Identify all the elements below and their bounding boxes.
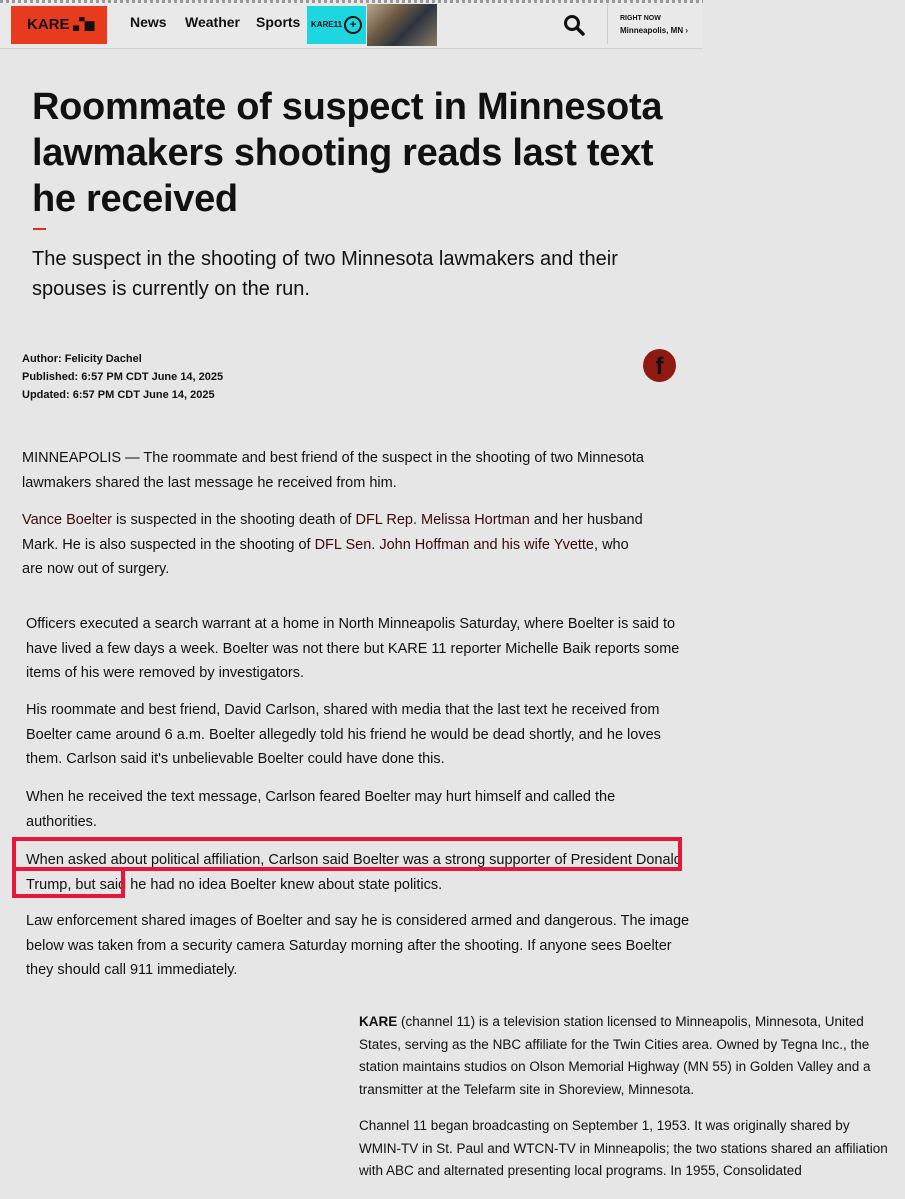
link-melissa-hortman[interactable]: DFL Rep. Melissa Hortman (355, 512, 530, 528)
kare-logo[interactable] (11, 6, 107, 44)
nav-sports[interactable]: Sports (256, 14, 301, 30)
top-nav (0, 0, 703, 49)
plus-icon: + (344, 16, 362, 34)
paragraph-2-text-3: , who are now out of surgery. (22, 536, 629, 577)
published-label: Published: (22, 371, 79, 383)
paragraph-3: Officers executed a search warrant at a home in North Minneapolis Saturday, where Boelter is said to have lived a few days a week. Boelter was not there but KARE 11 reporter Michelle Baik reports some items of his were removed by investigators. (26, 616, 680, 681)
nav-news[interactable]: News (130, 14, 167, 30)
updated-line (22, 386, 223, 404)
author-name: Felicity Dachel (64, 353, 142, 365)
facebook-share-icon[interactable]: f (643, 349, 676, 382)
article-meta (22, 350, 223, 404)
nav-weather[interactable]: Weather (185, 14, 240, 30)
author-line (22, 350, 223, 368)
published-line (22, 368, 223, 386)
headline: Roommate of suspect in Minnesota lawmakers shooting reads last text he received (32, 86, 663, 220)
accent-bar (33, 228, 46, 230)
wiki-kare-bold: KARE (359, 1014, 398, 1029)
wiki-paragraph-2: Channel 11 began broadcasting on September 1, 1953. It was originally shared by WMIN-TV in St. Paul and WTCN-TV in Minneapolis; the two stations shared an affiliation with ABC and alternated presenting local programs. In 1955, Consolidated (359, 1118, 888, 1178)
search-icon[interactable] (563, 14, 585, 36)
updated-label: Updated: (22, 389, 70, 401)
updated-date: 6:57 PM CDT June 14, 2025 (72, 389, 215, 401)
logo-text: KARE (27, 16, 70, 33)
promo-thumbnail[interactable] (367, 4, 437, 46)
paragraph-1: MINNEAPOLIS — The roommate and best friend of the suspect in the shooting of two Minnesota lawmakers shared the last message he received from him. (22, 450, 644, 491)
logo-mark-icon (73, 17, 95, 31)
paragraph-2-text-2: and her husband Mark. He is also suspected in the shooting of (22, 512, 643, 553)
subtitle: The suspect in the shooting of two Minnesota lawmakers and their spouses is currently on the run. (32, 248, 618, 300)
wiki-paragraph-1 (359, 1011, 895, 1101)
right-now-location: Minneapolis, MN › (620, 26, 688, 35)
right-now-weather[interactable] (620, 13, 688, 37)
paragraph-2 (22, 508, 652, 582)
published-date: 6:57 PM CDT June 14, 2025 (81, 371, 224, 383)
nav-divider (607, 4, 608, 44)
paragraph-2-text-1: is suspected in the shooting death of (112, 512, 356, 528)
author-label: Author: (22, 353, 62, 365)
paragraph-6: When asked about political affiliation, Carlson said Boelter was a strong supporter of President Donald Trump, but said he had no idea Boelter knew about state politics. (26, 852, 682, 893)
paragraph-5: When he received the text message, Carlson feared Boelter may hurt himself and called the authorities. (26, 789, 616, 830)
paragraph-7: Law enforcement shared images of Boelter and say he is considered armed and dangerous. The image below was taken from a security camera Saturday morning after the shooting. If anyone sees Boelter they should call 911 immediately. (26, 913, 690, 978)
plus-label: KARE11 (310, 20, 343, 29)
nav-dotted-border (0, 0, 703, 3)
paragraph-4: His roommate and best friend, David Carlson, shared with media that the last text he received from Boelter came around 6 a.m. Boelter allegedly told his friend he would be dead shortly, and he loves them. Carlson said it's unbelievable Boelter could have done this. (26, 702, 661, 767)
link-vance-boelter[interactable]: Vance Boelter (22, 512, 113, 528)
kare11-plus-button[interactable] (307, 6, 366, 44)
wiki-paragraph-1-text: (channel 11) is a television station licensed to Minneapolis, Minnesota, United States, serving as the NBC affiliate for the Twin Cities area. Owned by Tegna Inc., the station maintains studios on Olson Memorial Highway (MN 55) in Golden Valley and a transmitter at the Telefarm site in Shoreview, Minnesota. (359, 1014, 871, 1097)
right-now-label: RIGHT NOW (620, 15, 661, 22)
link-john-hoffman[interactable]: DFL Sen. John Hoffman and his wife Yvette (314, 536, 595, 553)
